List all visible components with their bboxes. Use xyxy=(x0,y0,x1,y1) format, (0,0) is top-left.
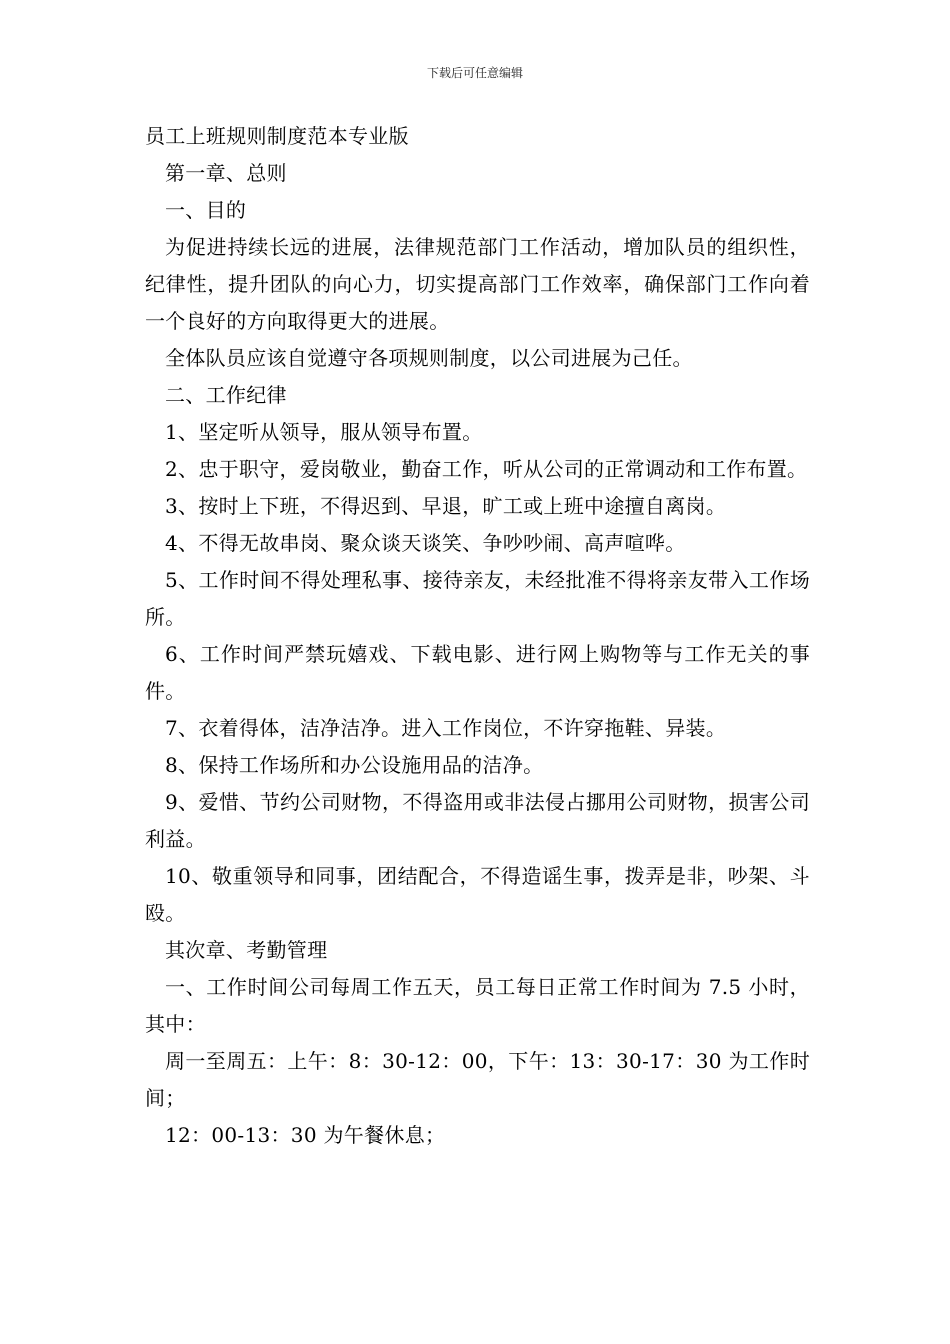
document-paragraph: 7、衣着得体，洁净洁净。进入工作岗位，不许穿拖鞋、异装。 xyxy=(165,716,727,740)
document-paragraph: 周一至周五：上午：8：30-12：00，下午：13：30-17：30 为工作时间； xyxy=(145,1049,810,1110)
document-body xyxy=(145,118,810,1154)
document-paragraph: 10、敬重领导和同事，团结配合，不得造谣生事，拨弄是非，吵架、斗殴。 xyxy=(145,864,810,925)
document-paragraph: 3、按时上下班，不得迟到、早退，旷工或上班中途擅自离岗。 xyxy=(165,494,727,518)
document-paragraph: 一、目的 xyxy=(165,198,247,222)
document-paragraph: 2、忠于职守，爱岗敬业，勤奋工作，听从公司的正常调动和工作布置。 xyxy=(165,457,808,481)
document-paragraph: 第一章、总则 xyxy=(165,161,287,185)
document-paragraph: 8、保持工作场所和办公设施用品的洁净。 xyxy=(165,753,544,777)
paragraph-list xyxy=(145,155,810,1154)
document-paragraph: 全体队员应该自觉遵守各项规则制度，以公司进展为己任。 xyxy=(165,346,693,370)
document-paragraph: 为促进持续长远的进展，法律规范部门工作活动，增加队员的组织性，纪律性，提升团队的向心力，切实提高部门工作效率，确保部门工作向着一个良好的方向取得更大的进展。 xyxy=(145,235,810,333)
document-paragraph: 一、工作时间公司每周工作五天，员工每日正常工作时间为 7.5 小时，其中： xyxy=(145,975,810,1036)
document-paragraph: 4、不得无故串岗、聚众谈天谈笑、争吵吵闹、高声喧哗。 xyxy=(165,531,686,555)
document-paragraph: 5、工作时间不得处理私事、接待亲友，未经批准不得将亲友带入工作场所。 xyxy=(145,568,810,629)
page-header-note: 下载后可任意编辑 xyxy=(426,66,523,80)
document-paragraph: 9、爱惜、节约公司财物，不得盗用或非法侵占挪用公司财物，损害公司利益。 xyxy=(145,790,810,851)
document-paragraph: 12：00-13：30 为午餐休息； xyxy=(165,1123,446,1147)
document-paragraph: 其次章、考勤管理 xyxy=(165,938,328,962)
document-paragraph: 1、坚定听从领导，服从领导布置。 xyxy=(165,420,483,444)
document-title: 员工上班规则制度范本专业版 xyxy=(145,124,409,148)
document-paragraph: 二、工作纪律 xyxy=(165,383,287,407)
document-paragraph: 6、工作时间严禁玩嬉戏、下载电影、进行网上购物等与工作无关的事件。 xyxy=(145,642,810,703)
